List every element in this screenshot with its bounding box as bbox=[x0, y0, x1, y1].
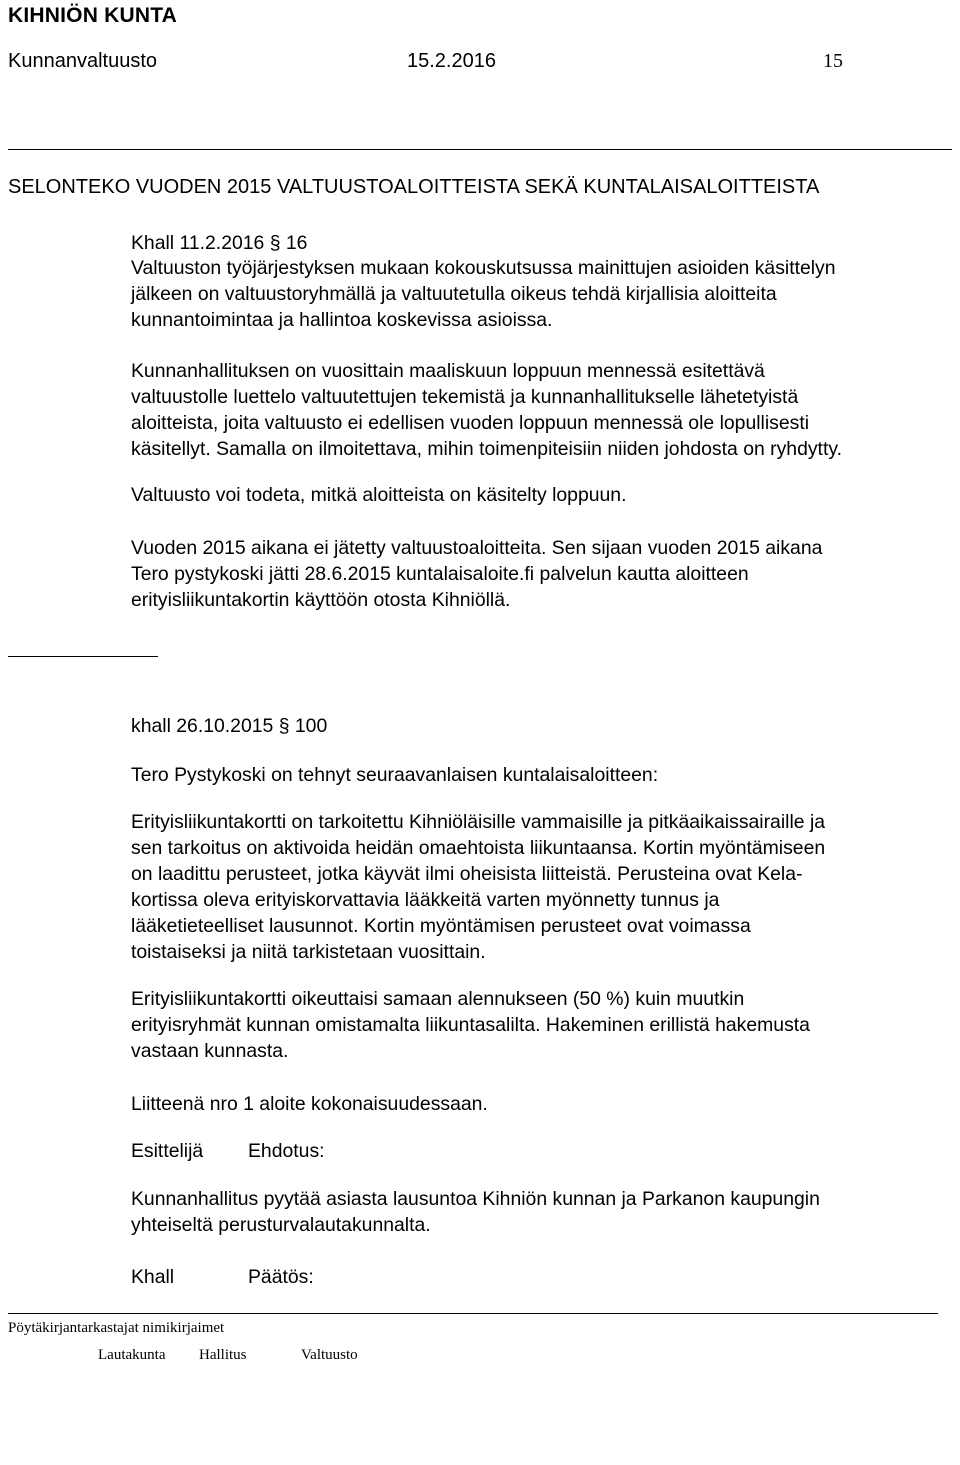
footer-col-hallitus: Hallitus bbox=[199, 1347, 247, 1363]
paatos-label: Päätös: bbox=[248, 1266, 314, 1288]
text-line: Erityisliikuntakortti oikeuttaisi samaan alennukseen (50 %) kuin muutkin bbox=[131, 988, 745, 1010]
body-name: Kunnanvaltuusto bbox=[8, 50, 158, 72]
section-divider bbox=[8, 656, 158, 657]
meeting-date: 15.2.2016 bbox=[407, 50, 496, 72]
text-line: sen tarkoitus on aktivoida heidän omaehtoista liikuntaansa. Kortin myöntämiseen bbox=[131, 837, 826, 859]
section2-paragraph-5 bbox=[131, 1186, 951, 1238]
page-number: 15 bbox=[823, 50, 843, 72]
text-line: aloitteista, joita valtuusto ei edellisen vuoden loppuun mennessä ole lopullisesti bbox=[131, 412, 810, 434]
footer-divider bbox=[8, 1313, 938, 1314]
section2-paragraph-2 bbox=[131, 809, 951, 965]
signatures-label: Pöytäkirjantarkastajat nimikirjaimet bbox=[8, 1320, 225, 1336]
text-line: jälkeen on valtuustoryhmällä ja valtuutetulla oikeus tehdä kirjallisia aloitteita bbox=[131, 283, 777, 305]
text-line: käsitellyt. Samalla on ilmoitettava, mihin toimenpiteisiin niiden johdosta on ryhdytty. bbox=[131, 438, 842, 460]
section2-paragraph-3 bbox=[131, 986, 951, 1064]
section1-paragraph-3 bbox=[131, 482, 951, 508]
document-title: SELONTEKO VUODEN 2015 VALTUUSTOALOITTEISTA SEKÄ KUNTALAISALOITTEISTA bbox=[8, 176, 820, 198]
text-line: kortissa oleva erityiskorvattavia lääkkeitä varten myönnetty tunnus ja bbox=[131, 889, 720, 911]
text-line: on laadittu perusteet, jotka käyvät ilmi oheisista liitteistä. Perusteina ovat Kela- bbox=[131, 863, 803, 885]
text-line: erityisliikuntakortin käyttöön otosta Kihniöllä. bbox=[131, 589, 511, 611]
text-line: Liitteenä nro 1 aloite kokonaisuudessaan. bbox=[131, 1093, 488, 1115]
section2-paragraph-1 bbox=[131, 762, 951, 788]
text-line: vastaan kunnasta. bbox=[131, 1040, 289, 1062]
footer-col-lautakunta: Lautakunta bbox=[98, 1347, 166, 1363]
section1-ref-text: Khall 11.2.2016 § 16 bbox=[131, 232, 308, 254]
section1-paragraph-4 bbox=[131, 535, 951, 613]
organization-name: KIHNIÖN KUNTA bbox=[8, 4, 178, 27]
section1-ref bbox=[131, 230, 951, 256]
section2-ref bbox=[131, 713, 951, 739]
text-line: lääketieteelliset lausunnot. Kortin myöntämisen perusteet ovat voimassa bbox=[131, 915, 751, 937]
text-line: erityisryhmät kunnan omistamalta liikuntasalilta. Hakeminen erillistä hakemusta bbox=[131, 1014, 810, 1036]
header-divider bbox=[8, 149, 952, 150]
section2-paragraph-4 bbox=[131, 1091, 951, 1117]
text-line: Tero Pystykoski on tehnyt seuraavanlaisen kuntalaisaloitteen: bbox=[131, 764, 659, 786]
text-line: Tero pystykoski jätti 28.6.2015 kuntalaisaloite.fi palvelun kautta aloitteen bbox=[131, 563, 749, 585]
text-line: yhteiseltä perusturvalautakunnalta. bbox=[131, 1214, 431, 1236]
text-line: kunnantoimintaa ja hallintoa koskevissa asioissa. bbox=[131, 309, 553, 331]
text-line: toistaiseksi ja niitä tarkistetaan vuosittain. bbox=[131, 941, 486, 963]
text-line: Vuoden 2015 aikana ei jätetty valtuustoaloitteita. Sen sijaan vuoden 2015 aikana bbox=[131, 537, 823, 559]
ehdotus-label: Ehdotus: bbox=[248, 1140, 325, 1162]
text-line: Valtuusto voi todeta, mitkä aloitteista on käsitelty loppuun. bbox=[131, 484, 627, 506]
section2-ref-text: khall 26.10.2015 § 100 bbox=[131, 715, 328, 737]
text-line: Valtuuston työjärjestyksen mukaan kokouskutsussa mainittujen asioiden käsittelyn bbox=[131, 257, 836, 279]
text-line: Kunnanhallitus pyytää asiasta lausuntoa Kihniön kunnan ja Parkanon kaupungin bbox=[131, 1188, 820, 1210]
text-line: Kunnanhallituksen on vuosittain maaliskuun loppuun mennessä esitettävä bbox=[131, 360, 765, 382]
khall-label: Khall bbox=[131, 1266, 175, 1288]
footer-col-valtuusto: Valtuusto bbox=[301, 1347, 358, 1363]
text-line: Erityisliikuntakortti on tarkoitettu Kihniöläisille vammaisille ja pitkäaikaissairaille ja bbox=[131, 811, 826, 833]
section1-paragraph-2 bbox=[131, 358, 951, 462]
text-line: valtuustolle luettelo valtuutettujen tekemistä ja kunnanhallitukselle lähetetyistä bbox=[131, 386, 799, 408]
esittelija-label: Esittelijä bbox=[131, 1140, 204, 1162]
section1-paragraph-1 bbox=[131, 255, 951, 333]
